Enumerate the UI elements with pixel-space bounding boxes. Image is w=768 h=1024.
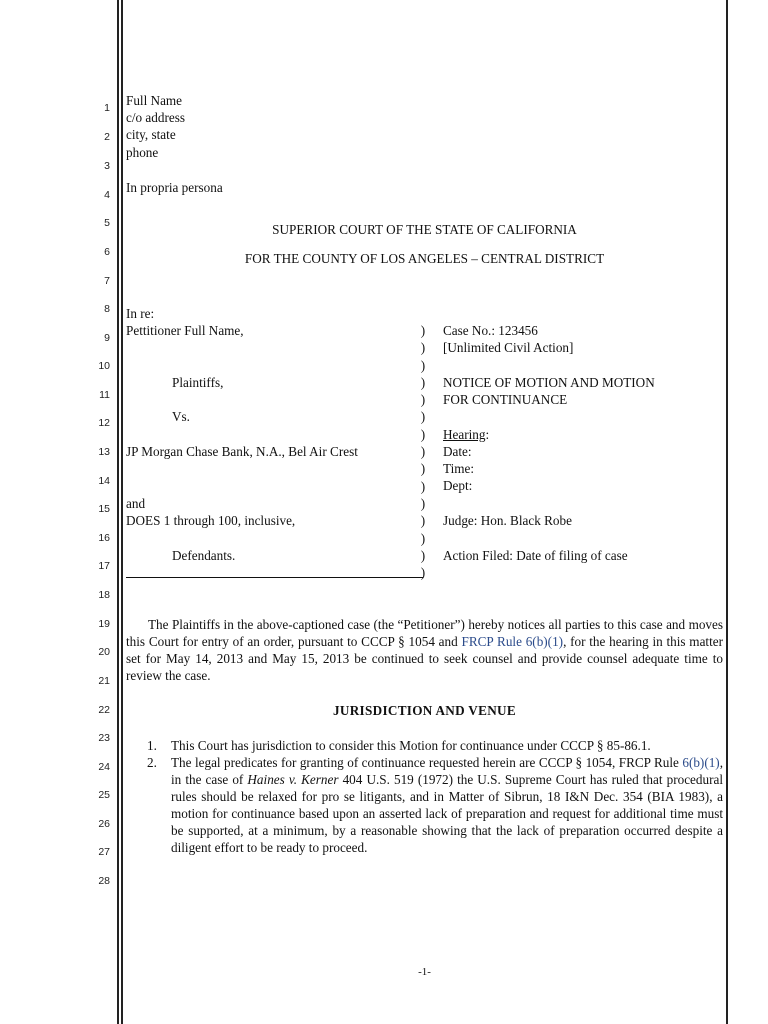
line-number: 25 [98,789,110,801]
list-item-text-a: The legal predicates for granting of continuance requested herein are CCCP § 1054, FRCP Rule [171,755,683,770]
hearing-dept: Dept: [443,478,473,493]
line-number: 2 [104,131,110,143]
caption-paren: ) [420,392,426,408]
hearing-date: Date: [443,444,472,459]
case-citation: Haines v. Kerner [247,772,339,787]
line-number: 24 [98,761,110,773]
filer-phone: phone [126,145,159,160]
filer-name: Full Name [126,93,183,108]
caption-paren: ) [420,357,426,373]
line-number: 12 [98,417,110,429]
intro-paragraph [126,616,723,684]
line-number: 15 [98,503,110,515]
hearing-label [443,426,489,443]
caption-paren: ) [420,374,426,390]
line-number: 21 [98,675,110,687]
case-number: Case No.: 123456 [443,323,538,338]
caption-paren: ) [420,426,426,442]
caption-paren: ) [420,409,426,425]
line-number: 23 [98,732,110,744]
list-item [147,754,723,856]
numbered-list [147,737,723,856]
line-number: 8 [104,303,110,315]
line-number: 26 [98,818,110,830]
line-number: 17 [98,560,110,572]
list-item-text-b: , in the case of [171,755,723,787]
filer-status: In propria persona [126,180,223,195]
caption-paren: ) [420,323,426,338]
line-number: 27 [98,846,110,858]
hearing-label-colon: : [485,427,490,442]
caption-defendants: Defendants. [172,548,236,563]
caption-paren: ) [420,444,426,460]
caption-paren: ) [420,513,426,529]
line-number: 7 [104,275,110,287]
rule-reference: 6(b)(1) [682,755,720,770]
list-item-text-c: 404 U.S. 519 (1972) the U.S. Supreme Court has ruled that procedural rules should be relaxed for pro se litigants, and in Matter of Sibrun, 18 I&N Dec. 354 (BIA 1983), a motion for continuance based upon an asserted lack of preparation and request for additional time must be supported, at a minimum, by a reasonable showing that the lack of preparation occurred despite a diligent effort to be ready to proceed. [171,772,724,855]
line-number: 13 [98,446,110,458]
judge: Judge: Hon. Black Robe [443,513,572,528]
list-item-number: 1. [147,738,157,753]
line-number: 9 [104,332,110,344]
action-filed: Action Filed: Date of filing of case [443,548,628,563]
caption-vs: Vs. [172,409,190,424]
list-item-number: 2. [147,755,157,770]
line-number: 10 [98,360,110,372]
filer-city-state: city, state [126,127,176,142]
caption-paren: ) [420,565,426,581]
document-title-line2: FOR CONTINUANCE [443,392,568,407]
line-number: 5 [104,217,110,229]
court-name: SUPERIOR COURT OF THE STATE OF CALIFORNIA [272,222,577,237]
caption-paren: ) [420,478,426,494]
line-number: 19 [98,618,110,630]
line-number: 22 [98,704,110,716]
line-number: 4 [104,189,110,201]
hearing-time: Time: [443,461,475,476]
hearing-label-text: Hearing [443,427,486,442]
line-number: 16 [98,532,110,544]
document-title-line1: NOTICE OF MOTION AND MOTION [443,375,655,390]
caption-paren: ) [420,340,426,356]
line-number: 20 [98,646,110,658]
right-margin-rule [726,0,728,1024]
caption-paren: ) [420,547,426,563]
filer-address: c/o address [126,110,185,125]
caption-defendant: JP Morgan Chase Bank, N.A., Bel Air Crest [126,444,358,459]
list-item-text: This Court has jurisdiction to consider this Motion for continuance under CCCP § 85-86.1. [171,738,651,753]
caption-petitioner: Pettitioner Full Name, [126,323,244,338]
caption-and: and [126,496,146,511]
caption-paren: ) [420,461,426,477]
intro-text-part2: , for the hearing in this matter set for May 14, 2013 and May 15, 2013 be continued to seek counsel and provide counsel adequate time to review the case. [126,634,723,683]
intro-text-part1: The Plaintiffs in the above-captioned case (the “Petitioner”) hereby notices all parties to this case and moves this Court for entry of an order, pursuant to CCCP § 1054 and [126,617,723,649]
line-number: 6 [104,246,110,258]
line-number: 14 [98,475,110,487]
action-type: [Unlimited Civil Action] [443,340,574,355]
court-county: FOR THE COUNTY OF LOS ANGELES – CENTRAL DISTRICT [244,251,605,266]
left-margin-rule-inner [121,0,123,1024]
line-number: 28 [98,875,110,887]
frcp-rule-reference: FRCP Rule 6(b)(1) [461,634,564,649]
caption-paren: ) [420,495,426,511]
line-number: 1 [104,102,110,114]
line-number: 3 [104,160,110,172]
caption-paren: ) [420,530,426,546]
line-number: 11 [99,389,110,401]
caption-parenthesis-column [418,322,428,581]
caption-plaintiffs: Plaintiffs, [172,375,224,390]
caption-does: DOES 1 through 100, inclusive, [126,513,296,528]
line-number: 18 [98,589,110,601]
section-heading: JURISDICTION AND VENUE [333,703,516,718]
caption-underline [126,577,423,578]
list-item [147,737,723,754]
left-margin-rule-outer [117,0,119,1024]
caption-in-re: In re: [126,306,155,321]
page-number: -1- [418,966,431,978]
